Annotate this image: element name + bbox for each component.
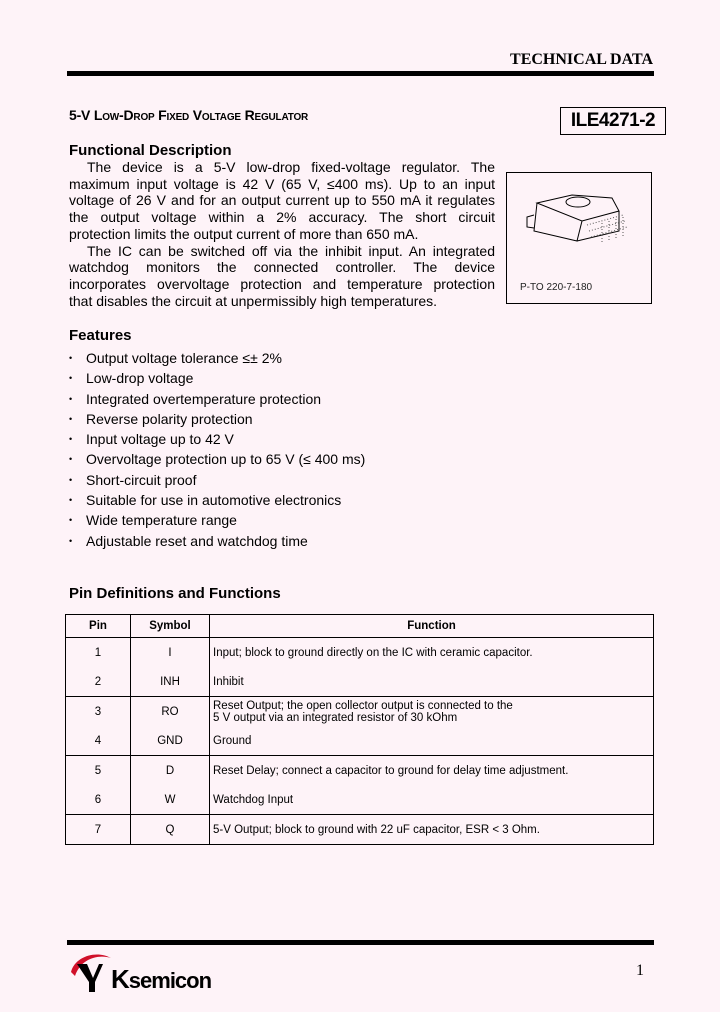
feature-item [69,490,365,510]
bullet-icon: • [69,535,73,546]
symbol-cell: D [131,756,210,786]
feature-text: Output voltage tolerance ≤± 2% [86,350,282,366]
function-text: Input; block to ground directly on the IC with ceramic capacitor. [213,646,533,659]
symbol-cell: RO [131,697,210,727]
symbol-cell: GND [131,726,210,756]
text-line: voltage of 26 V and for an output current up to 550 mA it regulates [69,192,495,209]
function-cell [210,697,654,727]
table-row [66,697,654,727]
section-heading: Features [69,327,132,344]
table-row [66,756,654,786]
function-text: Inhibit [213,675,244,688]
text-line: The IC can be switched off via the inhibit input. An integrated [87,242,495,259]
function-text: Reset Delay; connect a capacitor to ground for delay time adjustment. [213,764,569,777]
column-header: Symbol [131,615,210,638]
feature-item [69,470,365,490]
symbol-cell: INH [131,667,210,697]
feature-item [69,510,365,530]
bullet-icon: • [69,434,73,445]
symbol-cell: Q [131,815,210,845]
package-figure [506,172,652,304]
column-header: Pin [66,615,131,638]
section-heading: Pin Definitions and Functions [69,585,281,602]
feature-item [69,389,365,409]
table-row [66,638,654,668]
symbol-cell: W [131,785,210,815]
symbol-cell: I [131,638,210,668]
column-header: Function [210,615,654,638]
bullet-icon: • [69,413,73,424]
text-line: that disables the circuit at unpermissibly high temperatures. [69,292,438,309]
function-cell [210,638,654,668]
function-text: Watchdog Input [213,793,294,806]
bullet-icon: • [69,495,73,506]
pin-cell: 4 [66,726,131,756]
function-cell [210,785,654,815]
header-title: TECHNICAL DATA [510,51,653,68]
pin-cell: 5 [66,756,131,786]
pin-cell: 3 [66,697,131,727]
text-line: the output voltage within a 2% accuracy. The short circuit [69,209,495,226]
pin-table [65,614,654,845]
functional-description [69,142,495,309]
feature-text: Suitable for use in automotive electronics [86,492,342,509]
text-line: The device is a 5-V low-drop fixed-voltage regulator. The [87,159,495,175]
bullet-icon: • [69,515,73,526]
feature-text: Reverse polarity protection [86,410,253,427]
bullet-icon: • [69,474,73,485]
package-drawing-icon [507,173,651,273]
function-text: 5 V output via an integrated resistor of 30 kOhm [213,711,458,724]
page-number: 1 [636,962,644,979]
table-row [66,667,654,697]
feature-item [69,409,365,429]
text-line: maximum input voltage is 42 V (65 V, ≤400 ms). Up to an input [69,175,495,192]
table-row [66,815,654,845]
document-title: 5-V Low-Drop Fixed Voltage Regulator [69,107,309,123]
part-number: ILE4271-2 [560,107,666,135]
feature-text: Short-circuit proof [86,471,197,488]
logo-swoosh-icon [69,950,113,994]
feature-text: Overvoltage protection up to 65 V (≤ 400 ms) [86,451,366,468]
features-list [69,348,365,551]
function-cell [210,667,654,697]
function-text: 5-V Output; block to ground with 22 uF capacitor, ESR < 3 Ohm. [213,823,540,836]
feature-text: Input voltage up to 42 V [86,431,234,448]
footer-rule [67,940,654,945]
feature-item [69,531,365,551]
feature-item [69,449,365,469]
feature-text: Adjustable reset and watchdog time [86,532,308,549]
function-cell [210,815,654,845]
feature-text: Wide temperature range [86,512,237,529]
package-label: P-TO 220-7-180 [520,282,593,293]
pin-cell: 2 [66,667,131,697]
bullet-icon: • [69,393,73,404]
table-row [66,726,654,756]
bullet-icon: • [69,353,73,363]
bullet-icon: • [69,373,73,384]
feature-text: Integrated overtemperature protection [86,390,322,407]
feature-item [69,368,365,388]
feature-item [69,348,365,368]
function-cell [210,726,654,756]
section-heading: Functional Description [69,142,232,159]
function-text: Reset Output; the open collector output is connected to the [213,699,513,712]
pin-cell: 1 [66,638,131,668]
header-rule [67,71,654,76]
pin-cell: 6 [66,785,131,815]
text-line: watchdog monitors the connected controller. The device [69,259,495,276]
function-cell [210,756,654,786]
bullet-icon: • [69,454,73,465]
function-text: Ground [213,734,252,747]
feature-item [69,429,365,449]
features-section [69,327,365,551]
table-row [66,785,654,815]
feature-text: Low-drop voltage [86,370,194,387]
pin-cell: 7 [66,815,131,845]
company-logo [69,950,212,999]
logo-text: Ksemicon [111,964,212,994]
text-line: protection limits the output current of more than 650 mA. [69,225,419,242]
text-line: incorporates overvoltage protection and temperature protection [69,275,495,292]
